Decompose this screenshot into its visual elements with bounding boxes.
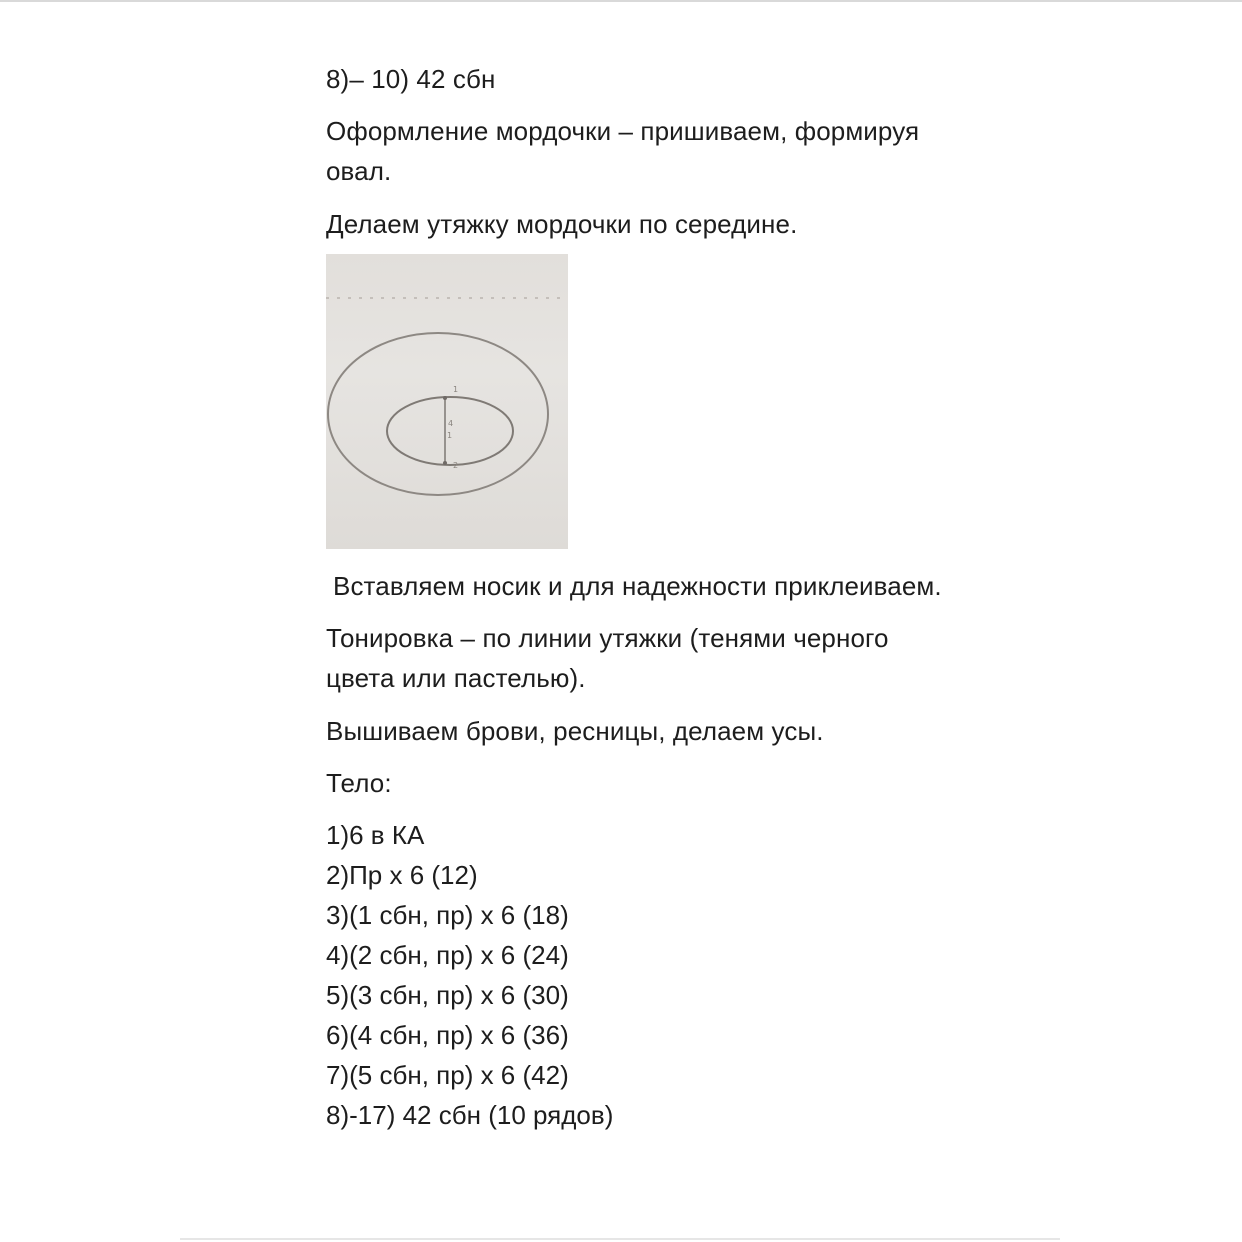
body-rows-list (326, 815, 613, 1135)
list-item: 2)Пр х 6 (12) (326, 860, 478, 890)
point-label-1: 1 (453, 385, 459, 394)
embroider-instruction: Вышиваем брови, ресницы, делаем усы. (326, 716, 824, 746)
nose-instruction: Вставляем носик и для надежности приклеиваем. (333, 571, 942, 601)
list-item: 5)(3 сбн, пр) х 6 (30) (326, 980, 569, 1010)
bottom-point (443, 461, 447, 465)
tone-instruction-line-2: цвета или пастелью). (326, 663, 586, 693)
list-item: 6)(4 сбн, пр) х 6 (36) (326, 1020, 569, 1050)
point-label-3: 1 (447, 431, 453, 440)
face-sketch-photo (326, 254, 568, 549)
outer-oval (328, 333, 548, 495)
bottom-divider (180, 1238, 1060, 1240)
point-label-4: 2 (453, 461, 459, 470)
section-heading-body: Тело: (326, 768, 392, 798)
point-label-2: 4 (448, 419, 454, 428)
face-instruction-line-2: овал. (326, 156, 392, 186)
top-divider (0, 0, 1242, 2)
face-sketch-drawing (326, 254, 568, 549)
list-item: 3)(1 сбн, пр) х 6 (18) (326, 900, 569, 930)
list-item: 4)(2 сбн, пр) х 6 (24) (326, 940, 569, 970)
row-instruction-8-10: 8)– 10) 42 сбн (326, 64, 496, 94)
top-point (443, 396, 447, 400)
list-item: 8)-17) 42 сбн (10 рядов) (326, 1100, 614, 1130)
list-item: 7)(5 сбн, пр) х 6 (42) (326, 1060, 569, 1090)
face-instruction-line-1: Оформление мордочки – пришиваем, формируя (326, 116, 920, 146)
list-item: 1)6 в КА (326, 820, 425, 850)
pull-instruction: Делаем утяжку мордочки по середине. (326, 209, 798, 239)
tone-instruction-line-1: Тонировка – по линии утяжки (тенями черного (326, 623, 889, 653)
